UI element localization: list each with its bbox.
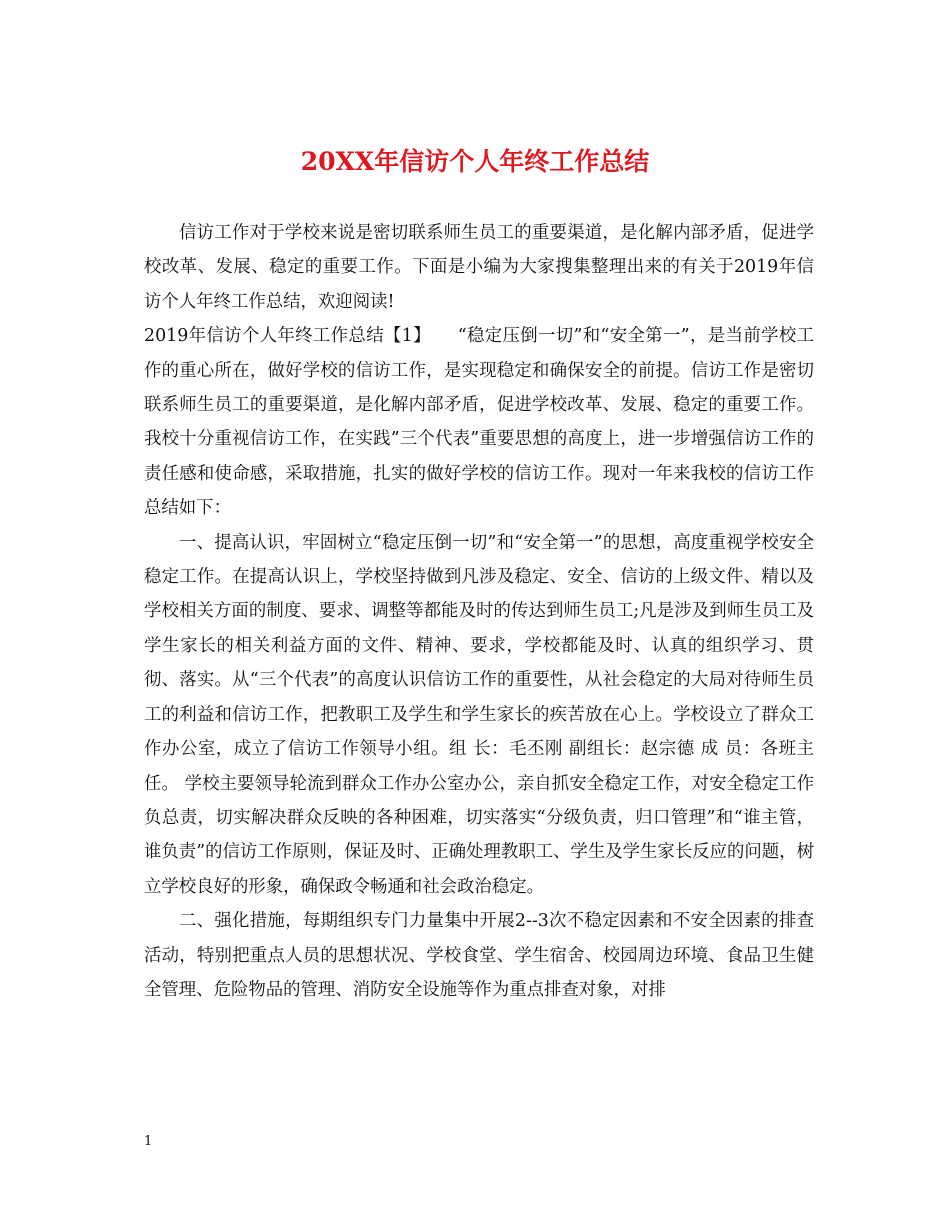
- paragraph-section-two: 二、强化措施，每期组织专门力量集中开展2--3次不稳定因素和不安全因素的排查活动，特别把重点人员的思想状况、学校食堂、学生宿舍、校园周边环境、食品卫生健全管理、危险物品的管理、消防安全设施等作为重点排查对象，对排: [144, 911, 814, 1000]
- document-title: 20XX年信访个人年终工作总结: [300, 147, 650, 176]
- paragraph-section-one: 一、提高认识，牢固树立“稳定压倒一切”和“安全第一”的思想，高度重视学校安全稳定工作。在提高认识上，学校坚持做到凡涉及稳定、安全、信访的上级文件、精以及学校相关方面的制度、要求、调整等都能及时的传达到师生员工;凡是涉及到师生员工及学生家长的相关利益方面的文件、精神、要求，学校都能及时、认真的组织学习、贯彻、落实。从“三个代表”的高度认识信访工作的重要性，从社会稳定的大局对待师生员工的利益和信访工作，把教职工及学生和学生家长的疾苦放在心上。学校设立了群众工作办公室，成立了信访工作领导小组。组 长：毛丕刚 副组长：赵宗德 成 员：各班主任。 学校主要领导轮流到群众工作办公室办公，亲自抓安全稳定工作，对安全稳定工作负总责，切实解决群众反映的各种困难，切实落实“分级负责，归口管理”和“谁主管，谁负责”的信访工作原则，保证及时、正确处理教职工、学生及学生家长反应的问题，树立学校良好的形象，确保政令畅通和社会政治稳定。: [144, 532, 814, 897]
- paragraph-summary-heading: 2019年信访个人年终工作总结【1】 “稳定压倒一切”和“安全第一”，是当前学校工作的重心所在，做好学校的信访工作，是实现稳定和确保安全的前提。信访工作是密切联系师生员工的重要渠道，是化解内部矛盾，促进学校改革、发展、稳定的重要工作。我校十分重视信访工作，在实践”三个代表”重要思想的高度上，进一步增强信访工作的责任感和使命感，采取措施，扎实的做好学校的信访工作。现对一年来我校的信访工作总结如下：: [144, 326, 814, 519]
- paragraph-intro: 信访工作对于学校来说是密切联系师生员工的重要渠道，是化解内部矛盾，促进学校改革、发展、稳定的重要工作。下面是小编为大家搜集整理出来的有关于2019年信访个人年终工作总结，欢迎阅读!: [144, 223, 814, 312]
- page-number: 1: [144, 1134, 153, 1149]
- document-body: [144, 216, 814, 1007]
